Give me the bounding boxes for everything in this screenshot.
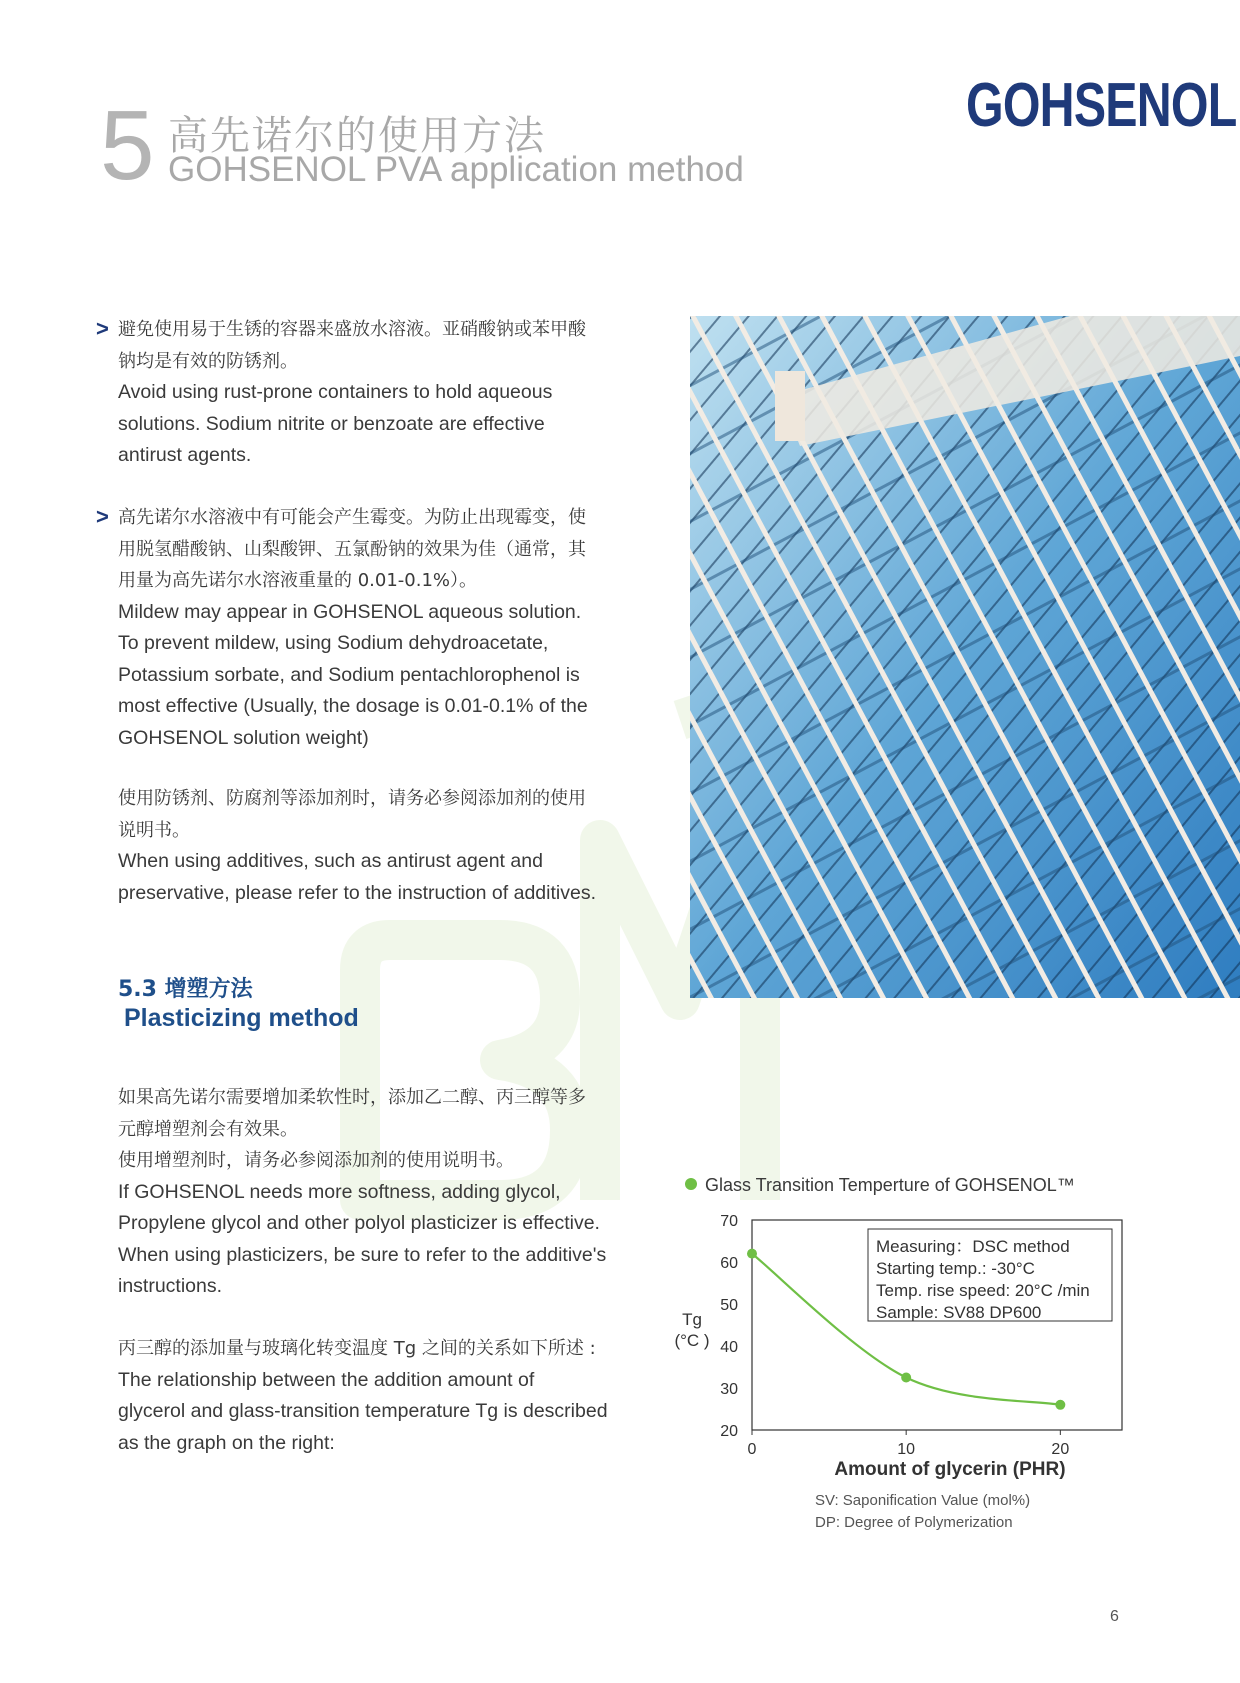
y-tick-label: 70 xyxy=(720,1213,738,1230)
paragraph-line: If GOHSENOL needs more softness, adding glycol, xyxy=(118,1180,561,1203)
chart-note-sv: SV: Saponification Value (mol%) xyxy=(815,1492,1031,1509)
y-axis-label: Tg xyxy=(682,1310,702,1329)
annotation-line: Starting temp.: -30°C xyxy=(876,1259,1035,1278)
section-title-cn: 高先诺尔的使用方法 xyxy=(168,113,546,159)
paragraph-line: 丙三醇的添加量与玻璃化转变温度 Tg 之间的关系如下所述 : xyxy=(118,1338,596,1359)
paragraph-line: 高先诺尔水溶液中有可能会产生霉变。为防止出现霉变，使 xyxy=(118,507,586,528)
paragraph-line: 使用防锈剂、防腐剂等添加剂时，请务必参阅添加剂的使用 xyxy=(118,788,586,809)
paragraph-line: instructions. xyxy=(118,1275,223,1297)
x-tick-label: 20 xyxy=(1051,1441,1070,1458)
x-tick-label: 10 xyxy=(897,1441,916,1458)
paragraph-line: preservative, please refer to the instruction of additives. xyxy=(118,881,596,904)
section-title-en: GOHSENOL PVA application method xyxy=(168,150,744,189)
paragraph-line: When using additives, such as antirust agent and xyxy=(118,850,543,872)
paragraph-line: Propylene glycol and other polyol plasticizer is effective. xyxy=(118,1212,600,1234)
annotation-line: Temp. rise speed: 20°C /min xyxy=(876,1281,1090,1300)
y-tick-label: 30 xyxy=(720,1381,738,1398)
y-tick-label: 50 xyxy=(720,1297,738,1314)
data-point xyxy=(747,1249,757,1259)
paragraph-mildew xyxy=(118,502,608,754)
paragraph-line: Avoid using rust-prone containers to hold aqueous xyxy=(118,381,553,403)
y-tick-label: 60 xyxy=(720,1255,738,1272)
paragraph-line: 用脱氢醋酸钠、山梨酸钾、五氯酚钠的效果为佳（通常，其 xyxy=(118,538,586,560)
paragraph-line: The relationship between the addition amount of xyxy=(118,1368,535,1391)
solar-panel-photo xyxy=(690,316,1240,998)
paragraph-line: solutions. Sodium nitrite or benzoate are effective xyxy=(118,412,545,435)
page-number: 6 xyxy=(1110,1608,1119,1625)
paragraph-line: GOHSENOL solution weight) xyxy=(118,726,369,749)
paragraph-line: glycerol and glass-transition temperature Tg is described xyxy=(118,1400,608,1422)
paragraph-line: 如果高先诺尔需要增加柔软性时，添加乙二醇、丙三醇等多 xyxy=(118,1087,586,1108)
paragraph-line: Potassium sorbate, and Sodium pentachlorophenol is xyxy=(118,663,580,686)
x-axis-label: Amount of glycerin (PHR) xyxy=(834,1459,1066,1480)
paragraph-line: 钠均是有效的防锈剂。 xyxy=(118,350,298,372)
annotation-line: Measuring：DSC method xyxy=(876,1237,1070,1256)
glycerin-tg-chart xyxy=(660,1200,1140,1500)
paragraph-line: 使用增塑剂时，请务必参阅添加剂的使用说明书。 xyxy=(118,1150,514,1171)
paragraph-line: antirust agents. xyxy=(118,444,252,466)
data-point xyxy=(1055,1400,1065,1410)
paragraph-line: To prevent mildew, using Sodium dehydroacetate, xyxy=(118,632,549,654)
paragraph-line: When using plasticizers, be sure to refer to the additive's xyxy=(118,1243,607,1266)
paragraph-line: most effective (Usually, the dosage is 0.01-0.1% of the xyxy=(118,695,588,717)
bullet-marker: > xyxy=(96,316,109,341)
paragraph-relationship xyxy=(118,1333,608,1459)
paragraph-line: 元醇增塑剂会有效果。 xyxy=(118,1118,298,1140)
legend-dot-icon xyxy=(685,1178,697,1190)
paragraph-rust xyxy=(118,314,608,472)
paragraph-plasticizer xyxy=(118,1082,608,1303)
brand-logo: GOHSENOL xyxy=(966,71,1237,140)
chart-title-text: Glass Transition Temperture of GOHSENOL™ xyxy=(705,1175,1075,1195)
section-number: 5 xyxy=(100,90,155,200)
paragraph-line: 避免使用易于生锈的容器来盛放水溶液。亚硝酸钠或苯甲酸 xyxy=(118,319,586,340)
paragraph-line: 说明书。 xyxy=(118,819,190,841)
paragraph-line: 用量为高先诺尔水溶液重量的 0.01-0.1%）。 xyxy=(118,570,478,591)
data-point xyxy=(901,1373,911,1383)
paragraph-line: Mildew may appear in GOHSENOL aqueous solution. xyxy=(118,600,582,623)
chart-note-dp: DP: Degree of Polymerization xyxy=(815,1514,1013,1531)
chart-title xyxy=(685,1175,1075,1196)
subsection-title-cn: 5.3 增塑方法 xyxy=(118,977,253,1002)
paragraph-line: as the graph on the right: xyxy=(118,1431,335,1454)
y-tick-label: 40 xyxy=(720,1339,738,1356)
bullet-marker: > xyxy=(96,504,109,529)
subsection-title-en: Plasticizing method xyxy=(124,1004,359,1032)
y-axis-unit: (°C ) xyxy=(674,1331,710,1350)
paragraph-additives xyxy=(118,783,608,909)
y-tick-label: 20 xyxy=(720,1423,738,1440)
annotation-line: Sample: SV88 DP600 xyxy=(876,1303,1042,1322)
x-tick-label: 0 xyxy=(747,1441,757,1458)
